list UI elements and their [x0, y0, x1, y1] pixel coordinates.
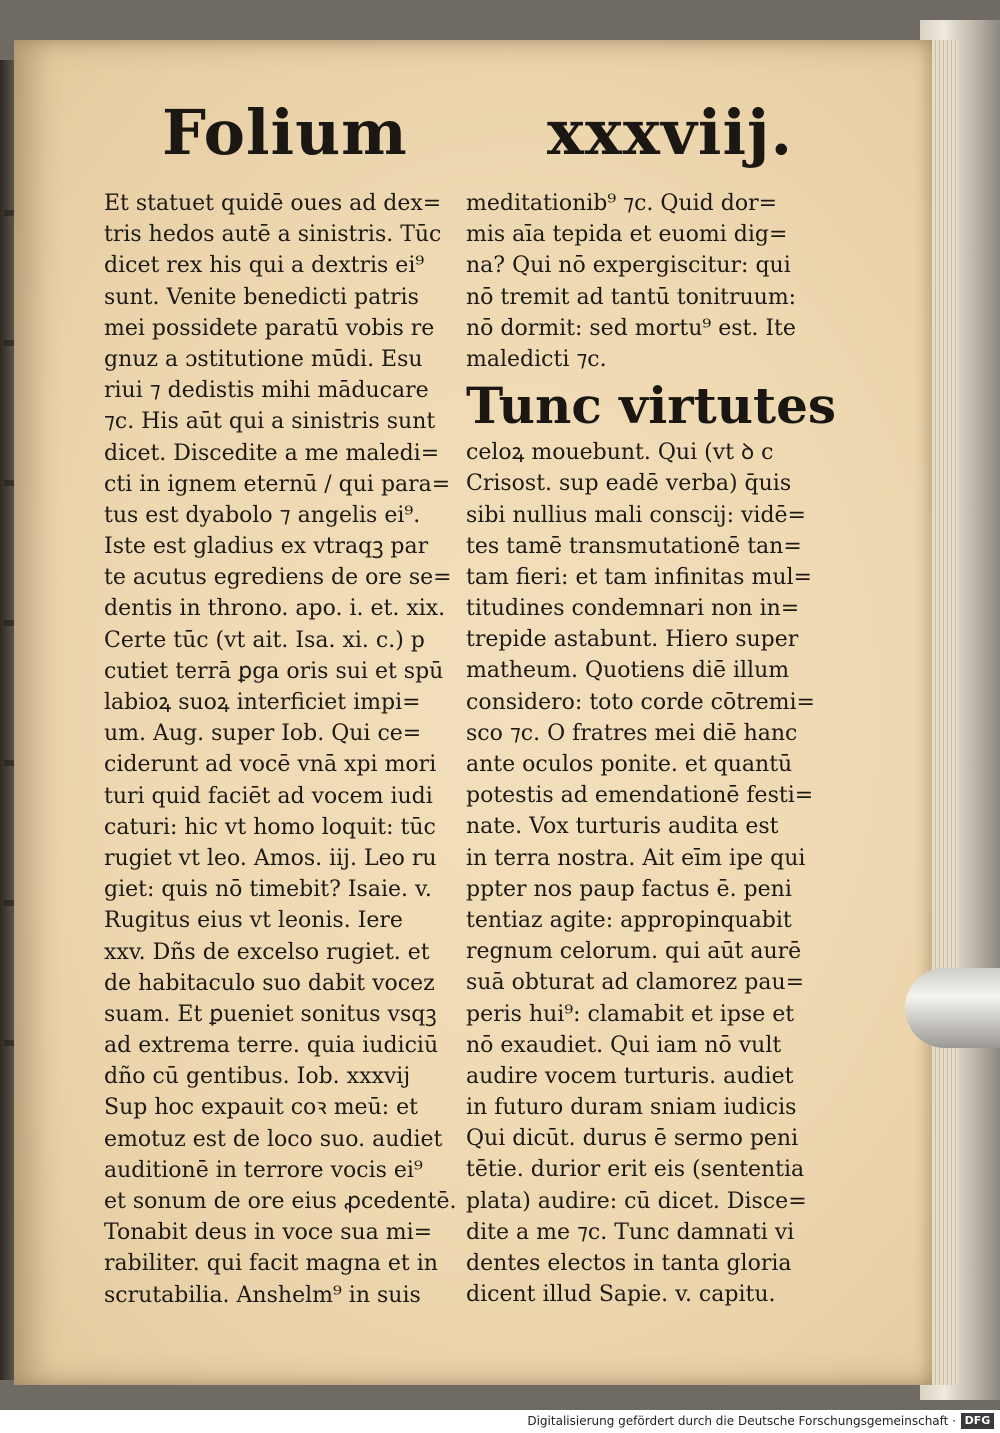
text-line: caturi: hic vt homo loquit: tūc — [104, 814, 436, 840]
text-line: potestis ad emendationē festi= — [466, 783, 814, 809]
text-line: tus est dyabolo ⁊ angelis ei⁹. — [104, 502, 421, 528]
left-text-column — [104, 188, 459, 1311]
text-line: tes tamē transmutationē tan= — [466, 533, 802, 559]
text-line: tētie. durior erit eis (sententia — [466, 1157, 805, 1183]
folio-label: Folium — [162, 96, 408, 169]
text-line: tentiaz agite: appropinquabit — [466, 907, 792, 933]
text-line: na? Qui nō expergiscitur: qui — [466, 253, 791, 279]
text-line: dentes electos in tanta gloria — [466, 1251, 792, 1276]
text-line: auditionē in terrore vocis ei⁹ — [104, 1157, 423, 1183]
text-line: emotuz est de loco suo. audiet — [104, 1126, 443, 1152]
text-line: Crisost. sup eadē verba) q̄uis — [466, 471, 792, 497]
text-line: peris hui⁹: clamabit et ipse et — [466, 1001, 795, 1027]
right-column-bottom — [466, 437, 821, 1310]
text-line: rugiet vt leo. Amos. iij. Leo ru — [104, 845, 437, 871]
text-line: dite a me ⁊c. Tunc damnati vi — [466, 1219, 795, 1245]
text-line: et sonum de ore eius ꝓcedentē. — [104, 1189, 457, 1214]
text-line: giet: quis nō timebit? Isaie. v. — [104, 877, 432, 903]
text-line: mis aīa tepida et euomi dig= — [466, 222, 788, 248]
text-line: matheum. Quotiens diē illum — [466, 658, 790, 684]
text-line: sunt. Venite benedicti patris — [104, 284, 419, 310]
text-line: xxv. Dñs de excelso rugiet. et — [104, 939, 430, 965]
text-line: ppter nos paup factus ē. peni — [466, 876, 792, 902]
text-line: dicet. Discedite a me maledi= — [104, 440, 440, 466]
text-line: dicent illud Sapie. v. capitu. — [466, 1282, 776, 1308]
text-line: Rugitus eius vt leonis. Iere — [104, 908, 403, 934]
text-line: maledicti ⁊c. — [466, 346, 607, 372]
text-line: titudines condemnari non in= — [466, 596, 800, 622]
right-text-column — [466, 188, 837, 1310]
funding-credit: Digitalisierung gefördert durch die Deutsche Forschungsgemeinschaft · — [527, 1414, 956, 1428]
text-line: dño cū gentibus. Iob. xxxvij — [104, 1064, 411, 1090]
text-line: labioꝝ suoꝝ interficiet impi= — [104, 690, 421, 715]
text-line: nō exaudiet. Qui iam nō vult — [466, 1032, 782, 1058]
text-line: suam. Et ꝑueniet sonitus vsqꝫ — [104, 1001, 437, 1027]
footer-bar — [0, 1410, 1000, 1433]
right-column-top — [466, 188, 821, 375]
text-line: de habitaculo suo dabit vocez — [104, 970, 435, 996]
text-line: sco ⁊c. O fratres mei diē hanc — [466, 720, 798, 746]
text-line: scrutabilia. Anshelm⁹ in suis — [104, 1282, 421, 1308]
page-clip — [905, 968, 1000, 1048]
text-line: tam fieri: et tam infinitas mul= — [466, 564, 812, 590]
dfg-logo: DFG — [961, 1413, 994, 1429]
text-line: plata) audire: cū dicet. Disce= — [466, 1188, 807, 1214]
page-edges — [928, 40, 958, 1385]
text-line: trepide astabunt. Hiero super — [466, 627, 799, 653]
text-line: Qui dicūt. durus ē sermo peni — [466, 1126, 799, 1152]
text-line: regnum celorum. qui aūt aurē — [466, 939, 802, 965]
text-line: gnuz a ɔstitutione mūdi. Esu — [104, 346, 423, 372]
text-line: Et statuet quidē oues ad dex= — [104, 191, 442, 216]
text-line: Iste est gladius ex vtraqꝫ par — [104, 534, 429, 560]
text-line: turi quid faciēt ad vocem iudi — [104, 783, 433, 809]
text-line: rabiliter. qui facit magna et in — [104, 1251, 438, 1277]
section-heading: Tunc virtutes — [466, 376, 837, 436]
text-line: Sup hoc expauit coꝛ meū: et — [104, 1095, 419, 1121]
text-line: cti in ignem eternū / qui para= — [104, 471, 451, 497]
text-line: nō dormit: sed mortu⁹ est. Ite — [466, 315, 796, 341]
text-line: ⁊c. His aūt qui a sinistris sunt — [104, 409, 436, 435]
text-line: in terra nostra. Ait eīm ipe qui — [466, 845, 806, 871]
text-line: te acutus egrediens de ore se= — [104, 565, 452, 591]
text-line: mei possidete paratū vobis re — [104, 315, 435, 341]
text-line: cutiet terrā ꝑga oris sui et spū — [104, 658, 444, 684]
text-line: dentis in throno. apo. i. et. xix. — [104, 596, 446, 622]
text-line: considero: toto corde cōtremi= — [466, 689, 815, 715]
book-page — [14, 40, 932, 1385]
text-line: nō tremit ad tantū tonitruum: — [466, 284, 797, 310]
text-line: celoꝝ mouebunt. Qui (vt ꝺ c — [466, 440, 774, 466]
text-line: in futuro duram sniam iudicis — [466, 1095, 797, 1121]
text-line: audire vocem turturis. audiet — [466, 1063, 794, 1089]
text-line: Tonabit deus in voce sua mi= — [104, 1220, 433, 1246]
text-line: sibi nullius mali conscij: vidē= — [466, 502, 806, 528]
text-line: ante oculos ponite. et quantū — [466, 752, 793, 777]
text-line: suā obturat ad clamorez pau= — [466, 970, 805, 996]
text-line: nate. Vox turturis audita est — [466, 814, 779, 840]
text-line: um. Aug. super Iob. Qui ce= — [104, 721, 422, 747]
text-line: Certe tūc (vt ait. Isa. xi. c.) p — [104, 627, 425, 653]
text-line: riui ⁊ dedistis mihi māducare — [104, 378, 429, 404]
folio-number: xxxviij. — [547, 96, 794, 169]
text-line: ciderunt ad vocē vnā xpi mori — [104, 752, 437, 778]
text-line: tris hedos autē a sinistris. Tūc — [104, 222, 442, 248]
text-line: dicet rex his qui a dextris ei⁹ — [104, 253, 425, 279]
text-line: ad extrema terre. quia iudiciū — [104, 1033, 439, 1059]
text-line: meditationib⁹ ⁊c. Quid dor= — [466, 191, 778, 216]
